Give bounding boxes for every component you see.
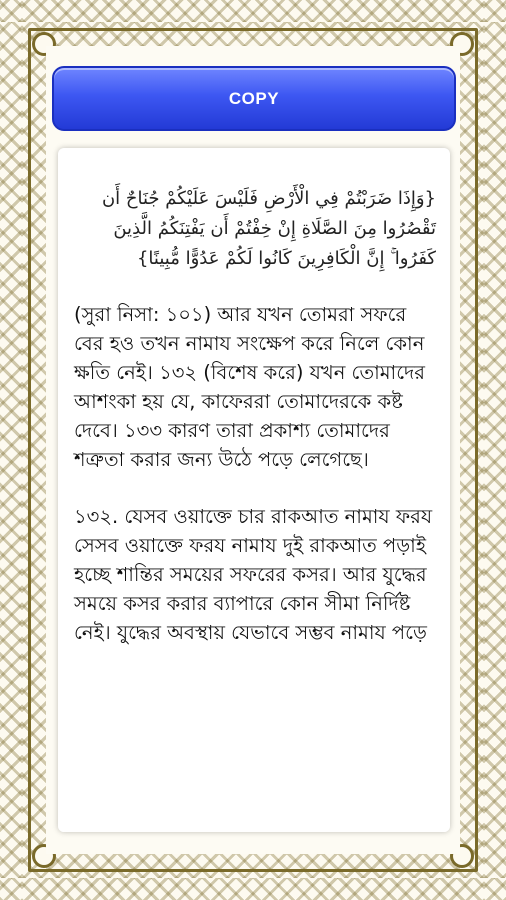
scroll-fade (58, 814, 450, 832)
copy-button[interactable]: COPY (52, 66, 456, 131)
arabic-verse-text: {وَإِذَا ضَرَبْتُمْ فِي الْأَرْضِ فَلَيْسَ عَلَيْكُمْ جُنَاحٌ أَن تَقْصُرُوا مِنَ الصَّلَاةِ إِنْ خِفْتُمْ أَن يَفْتِنَكُمُ الَّذِينَ كَفَرُوا ۚ إِنَّ الْكَافِرِينَ كَانُوا لَكُمْ عَدُوًّا مُّبِينًا} (101, 188, 436, 269)
verse-scroll-area[interactable] (58, 148, 450, 647)
translation-text: (সুরা নিসা: ১০১) আর যখন তোমরা সফরে বের হও তখন নামায সংক্ষেপ করে নিলে কোন ক্ষতি নেই। ১৩২ (বিশেষ করে) যখন তোমাদের আশংকা হয় যে, কাফেররা তোমাদেরকে কষ্ট দেবে। ১৩৩ কারণ তারা প্রকাশ্য তোমাদের শত্রুতা করার জন্য উঠে পড়ে লেগেছে। (74, 303, 426, 471)
footnote-text: ১৩২. যেসব ওয়াক্তে চার রাকআত নামায ফরয সেসব ওয়াক্তে ফরয নামায দুই রাকআত পড়াই হচ্ছে শান্তির সময়ের সফরের কসর। আর যুদ্ধের সময়ে কসর করার ব্যাপারে কোন সীমা নির্দিষ্ট নেই। যুদ্ধের অবস্থায় যেভাবে সম্ভব নামায পড়ে (74, 505, 433, 644)
verse-card[interactable] (58, 148, 450, 832)
